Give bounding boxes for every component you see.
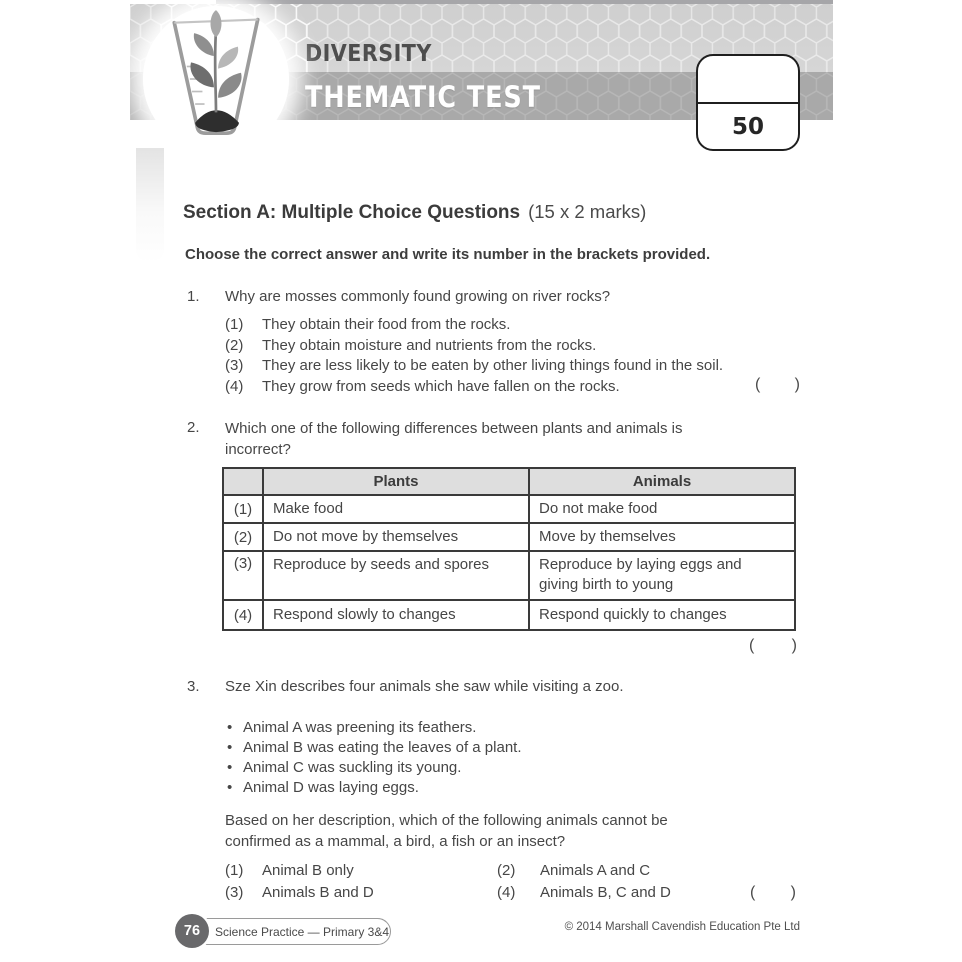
answer-bracket xyxy=(755,376,800,394)
option-number: (3) xyxy=(225,884,244,901)
list-item-text: Animal A was preening its feathers. xyxy=(243,719,477,736)
option-text: Animals B, C and D xyxy=(540,884,671,901)
question-text-line: confirmed as a mammal, a bird, a fish or an insect? xyxy=(225,833,566,850)
theme-label: DIVERSITY xyxy=(305,41,432,67)
page-number-badge: 76 xyxy=(175,914,209,948)
bracket-open: ( xyxy=(749,637,755,654)
bullet-icon: • xyxy=(227,759,233,776)
table-cell: Do not make food xyxy=(530,496,794,524)
option-number: (4) xyxy=(225,377,244,395)
bullet-icon: • xyxy=(227,739,233,756)
section-heading xyxy=(183,201,646,224)
option-text: They grow from seeds which have fallen on the rocks. xyxy=(262,377,620,395)
total-marks-value: 50 xyxy=(698,102,798,150)
table-cell: (1) xyxy=(224,496,264,524)
bullet-icon: • xyxy=(227,779,233,796)
question-text-line: incorrect? xyxy=(225,440,291,458)
option-text: Animal B only xyxy=(262,862,354,879)
question-followup-text xyxy=(225,810,668,852)
question-text-line: Which one of the following differences between plants and animals is xyxy=(225,420,683,437)
option-number: (2) xyxy=(497,862,516,879)
instruction-text: Choose the correct answer and write its number in the brackets provided. xyxy=(185,246,711,263)
option-row xyxy=(225,315,723,336)
bracket-open: ( xyxy=(755,376,761,393)
question-number: 2. xyxy=(187,419,200,436)
plant-in-flask-icon xyxy=(143,6,289,152)
option-number: (2) xyxy=(225,336,244,354)
scan-smudge xyxy=(136,148,164,263)
question-text: Why are mosses commonly found growing on river rocks? xyxy=(225,288,611,305)
table-cell: Reproduce by laying eggs and giving birth to young xyxy=(530,552,794,601)
option-text: Animals A and C xyxy=(540,862,651,879)
option-text: They obtain moisture and nutrients from the rocks. xyxy=(262,336,597,354)
list-item xyxy=(227,718,522,738)
book-series-label: Science Practice — Primary 3&4 xyxy=(214,924,390,939)
list-item-text: Animal D was laying eggs. xyxy=(243,779,419,796)
table-cell: Move by themselves xyxy=(530,524,794,552)
table-cell: (4) xyxy=(224,601,264,629)
question-number: 3. xyxy=(187,678,200,695)
question-text: Sze Xin describes four animals she saw while visiting a zoo. xyxy=(225,678,624,695)
option-number: (1) xyxy=(225,862,244,879)
table-cell: (2) xyxy=(224,524,264,552)
table-header-cell: Plants xyxy=(264,469,530,496)
list-item xyxy=(227,738,522,758)
marks-box xyxy=(696,54,800,151)
copyright-text: © 2014 Marshall Cavendish Education Pte Ltd xyxy=(564,921,800,933)
table-header-cell xyxy=(224,469,264,496)
bracket-close: ) xyxy=(790,884,796,901)
option-number: (1) xyxy=(225,316,244,333)
option-number: (4) xyxy=(497,884,516,901)
question-text xyxy=(225,419,683,460)
test-type-title: THEMATIC TEST xyxy=(305,80,541,114)
observation-list xyxy=(227,718,522,798)
option-text: They obtain their food from the rocks. xyxy=(262,316,511,333)
question-number: 1. xyxy=(187,288,200,305)
comparison-table xyxy=(222,467,796,631)
table-cell: Respond slowly to changes xyxy=(264,601,530,629)
answer-bracket xyxy=(750,884,796,902)
list-item xyxy=(227,758,522,778)
option-row xyxy=(225,377,723,398)
bracket-close: ) xyxy=(794,376,800,393)
answer-bracket xyxy=(749,637,797,655)
list-item xyxy=(227,778,522,798)
option-row xyxy=(0,862,962,884)
table-header-cell: Animals xyxy=(530,469,794,496)
option-text: Animals B and D xyxy=(262,884,374,901)
table-cell: Respond quickly to changes xyxy=(539,606,727,623)
list-item-text: Animal C was suckling its young. xyxy=(243,759,462,776)
option-text: They are less likely to be eaten by other living things found in the soil. xyxy=(262,357,724,374)
table-cell: Reproduce by seeds and spores xyxy=(264,552,530,601)
table-cell: Do not move by themselves xyxy=(264,524,530,552)
marks-entry-cell xyxy=(698,56,798,102)
bracket-close: ) xyxy=(791,637,797,654)
q1-options xyxy=(225,315,723,397)
table-cell: Make food xyxy=(264,496,530,524)
option-number: (3) xyxy=(225,357,244,374)
bracket-open: ( xyxy=(750,884,756,901)
book-series-pill xyxy=(193,918,391,945)
option-row xyxy=(0,884,962,906)
section-marks-note: (15 x 2 marks) xyxy=(528,201,647,222)
bullet-icon: • xyxy=(227,719,233,736)
option-row xyxy=(225,336,723,357)
section-heading-text: Section A: Multiple Choice Questions xyxy=(183,202,521,223)
list-item-text: Animal B was eating the leaves of a plant. xyxy=(243,739,522,756)
table-cell: (3) xyxy=(224,552,264,601)
option-row xyxy=(225,356,723,377)
question-text-line: Based on her description, which of the following animals cannot be xyxy=(225,812,668,829)
